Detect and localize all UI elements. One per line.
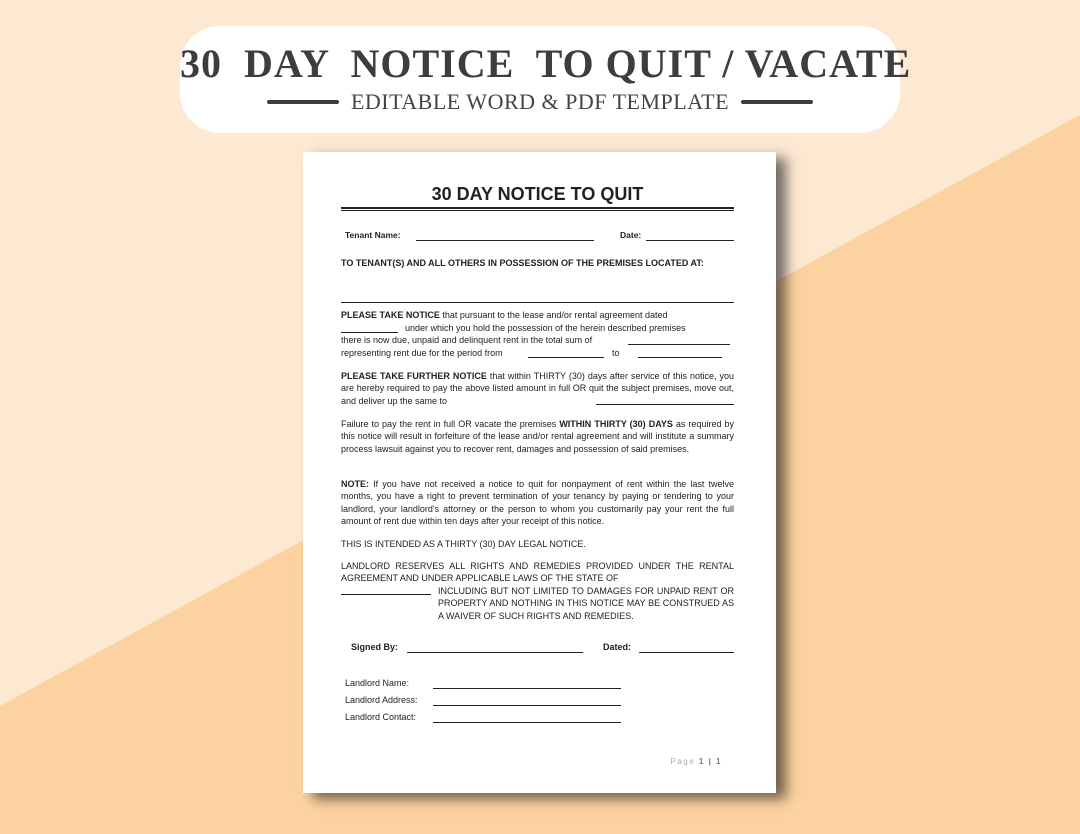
p4-bold: NOTE: (341, 479, 369, 489)
signed-by-label: Signed By: (351, 642, 399, 652)
p3-text-a: Failure to pay the rent in full OR vacate the premises (341, 419, 560, 429)
deliver-to-line[interactable] (596, 404, 734, 405)
divider-left (267, 100, 339, 104)
p1-bold: PLEASE TAKE NOTICE (341, 310, 440, 320)
paragraph-take-notice (341, 309, 734, 321)
period-to-line[interactable] (638, 357, 722, 358)
p1-to: to (612, 348, 620, 358)
page-label: Page (670, 757, 696, 766)
p3-text-b: as required by this notice will result in forfeiture of the lease and/or rental agreement and will institute a summary process lawsuit against you to recover rent, damages and possession of said premises. (341, 419, 734, 454)
paragraph-failure (341, 418, 734, 455)
p1-text-a: that pursuant to the lease and/or rental agreement dated (439, 310, 668, 320)
date-line[interactable] (646, 240, 734, 241)
dated-label: Dated: (603, 642, 632, 652)
title-rule-thin (341, 210, 734, 211)
tenant-name-label: Tenant Name: (345, 230, 401, 240)
title-rule-thick (341, 207, 734, 209)
p1-text-d: representing rent due for the period from (341, 348, 503, 358)
landlord-contact-label: Landlord Contact: (345, 712, 417, 722)
paragraph-note (341, 478, 734, 528)
landlord-name-line[interactable] (433, 688, 621, 689)
banner-subtitle: EDITABLE WORD & PDF TEMPLATE (350, 89, 730, 114)
paragraph-legal-notice: THIS IS INTENDED AS A THIRTY (30) DAY LEGAL NOTICE. (341, 539, 586, 549)
lease-date-line[interactable] (341, 332, 398, 333)
divider-right (741, 100, 813, 104)
paragraph-landlord-reserves-b: INCLUDING BUT NOT LIMITED TO DAMAGES FOR UNPAID RENT OR PROPERTY AND NOTHING IN THIS NOTICE MAY BE CONSTRUED AS A WAIVER OF SUCH RIGHTS AND REMEDIES. (438, 586, 734, 621)
banner-title: 30 DAY NOTICE TO QUIT / VACATE (180, 41, 912, 86)
p2-text: that within THIRTY (30) days after service of this notice, you are hereby required to pay the above listed amount in full OR quit the subject premises, move out, and deliver up the same to (341, 371, 735, 406)
p1-text-c: there is now due, unpaid and delinquent rent in the total sum of (341, 335, 593, 345)
paragraph-further-notice (341, 370, 734, 407)
to-tenants-heading: TO TENANT(S) AND ALL OTHERS IN POSSESSION OF THE PREMISES LOCATED AT: (341, 258, 704, 268)
signature-line[interactable] (407, 652, 583, 653)
state-line[interactable] (341, 594, 431, 595)
document-page (303, 152, 776, 793)
paragraph-landlord-reserves-a: LANDLORD RESERVES ALL RIGHTS AND REMEDIES PROVIDED UNDER THE RENTAL AGREEMENT AND UNDER APPLICABLE LAWS OF THE STATE OF (341, 561, 734, 584)
banner-subtitle-row (180, 90, 900, 114)
period-from-line[interactable] (528, 357, 604, 358)
document-title: 30 DAY NOTICE TO QUIT (431, 184, 644, 204)
date-label: Date: (620, 230, 642, 240)
p3-bold: WITHIN THIRTY (30) DAYS (559, 419, 673, 429)
dated-line[interactable] (639, 652, 734, 653)
premises-address-line[interactable] (341, 302, 734, 303)
p1-text-b: under which you hold the possession of the herein described premises (405, 323, 686, 333)
landlord-address-label: Landlord Address: (345, 695, 418, 705)
p4-text: If you have not received a notice to quit for nonpayment of rent within the last twelve months, you have a right to prevent termination of your tenancy by paying or tendering to your landlord, your landlord's attorney or the person to whom you customarily pay your rent the full amount of rent due within ten days after your receipt of this notice. (341, 479, 734, 527)
tenant-name-line[interactable] (416, 240, 594, 241)
header-banner (180, 26, 912, 133)
p2-bold: PLEASE TAKE FURTHER NOTICE (341, 371, 487, 381)
total-sum-line[interactable] (628, 344, 730, 345)
landlord-contact-line[interactable] (433, 722, 621, 723)
page-number: 1 | 1 (698, 757, 722, 766)
landlord-name-label: Landlord Name: (345, 678, 410, 688)
page-footer (670, 757, 722, 766)
landlord-address-line[interactable] (433, 705, 621, 706)
